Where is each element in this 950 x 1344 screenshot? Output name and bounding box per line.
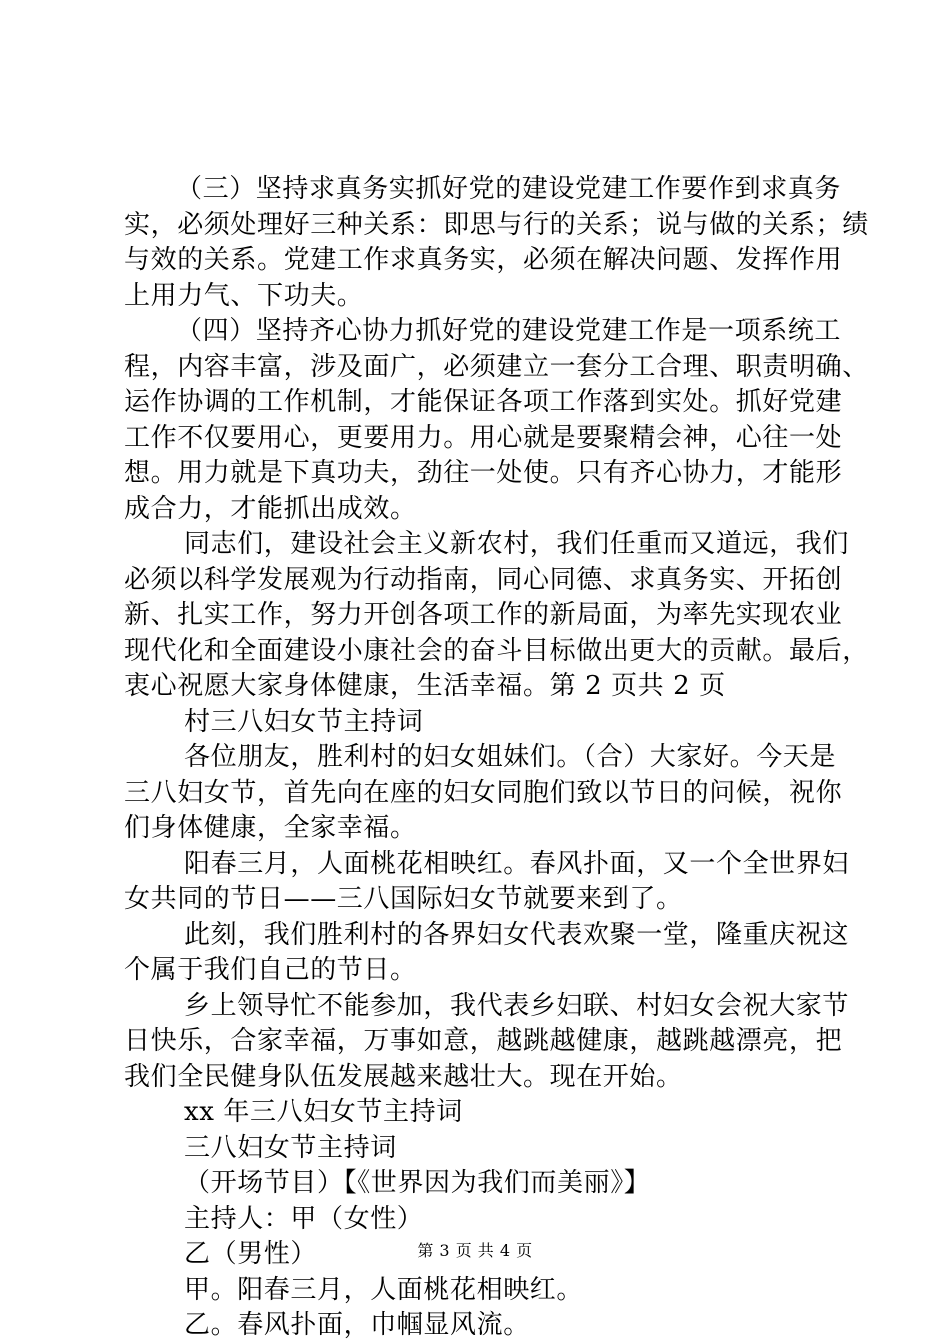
paragraph-line: 实，必须处理好三种关系：即思与行的关系；说与做的关系；绩 (124, 209, 869, 240)
paragraph-line: （三）坚持求真务实抓好党的建设党建工作要作到求真务 (176, 174, 842, 204)
paragraph-line: 衷心祝愿大家身体健康，生活幸福。第 2 页共 2 页 (124, 671, 726, 701)
section-title: 村三八妇女节主持词 (184, 706, 424, 737)
paragraph-line: 们身体健康，全家幸福。 (124, 813, 417, 843)
paragraph-line: 工作不仅要用心，更要用力。用心就是要聚精会神，心往一处 (124, 422, 843, 453)
paragraph-line: 此刻，我们胜利村的各界妇女代表欢聚一堂，隆重庆祝这 (184, 919, 850, 950)
paragraph-line: 主持人：甲（女性） (184, 1203, 424, 1234)
paragraph-line: 阳春三月，人面桃花相映红。春风扑面，又一个全世界妇 (184, 848, 850, 879)
paragraph-line: 各位朋友，胜利村的妇女姐妹们。（合）大家好。今天是 (184, 742, 837, 772)
paragraph-line: 甲。阳春三月，人面桃花相映红。 (184, 1274, 584, 1305)
paragraph-line: 乙。春风扑面，巾帼显风流。 (184, 1310, 530, 1340)
paragraph-line: 乙（男性） (184, 1239, 318, 1269)
paragraph-line: 想。用力就是下真功夫，劲往一处使。只有齐心协力，才能形 (124, 458, 843, 488)
paragraph-line: 同志们，建设社会主义新农村，我们任重而又道远，我们 (184, 529, 850, 559)
paragraph-line: 日快乐，合家幸福，万事如意，越跳越健康，越跳越漂亮，把 (124, 1026, 843, 1056)
document-body (124, 172, 869, 1344)
paragraph-line: 必须以科学发展观为行动指南，同心同德、求真务实、开拓创 (124, 564, 843, 595)
section-title: xx 年三八妇女节主持词 (184, 1097, 463, 1127)
paragraph-line: 女共同的节日——三八国际妇女节就要来到了。 (124, 884, 683, 914)
paragraph-line: （开场节目）【《世界因为我们而美丽》】 (184, 1168, 651, 1198)
page-number-footer: 第 3 页 共 4 页 (417, 1241, 533, 1260)
paragraph-line: 运作协调的工作机制，才能保证各项工作落到实处。抓好党建 (124, 387, 843, 417)
paragraph-line: 现代化和全面建设小康社会的奋斗目标做出更大的贡献。最后， (124, 635, 869, 666)
paragraph-line: 乡上领导忙不能参加，我代表乡妇联、村妇女会祝大家节 (184, 990, 850, 1021)
paragraph-line: （四）坚持齐心协力抓好党的建设党建工作是一项系统工 (176, 316, 842, 346)
paragraph-line: 个属于我们自己的节日。 (124, 955, 417, 985)
paragraph-line: 三八妇女节，首先向在座的妇女同胞们致以节日的问候，祝你 (124, 777, 843, 808)
paragraph-line: 我们全民健身队伍发展越来越壮大。现在开始。 (124, 1061, 683, 1092)
paragraph-line: 上用力气、下功夫。 (124, 280, 364, 311)
section-title: 三八妇女节主持词 (184, 1132, 397, 1163)
paragraph-line: 与效的关系。党建工作求真务实，必须在解决问题、发挥作用 (124, 245, 843, 275)
paragraph-line: 新、扎实工作，努力开创各项工作的新局面，为率先实现农业 (124, 600, 843, 630)
paragraph-line: 成合力，才能抓出成效。 (124, 493, 417, 524)
paragraph-line: 程，内容丰富，涉及面广，必须建立一套分工合理、职责明确、 (124, 351, 869, 382)
